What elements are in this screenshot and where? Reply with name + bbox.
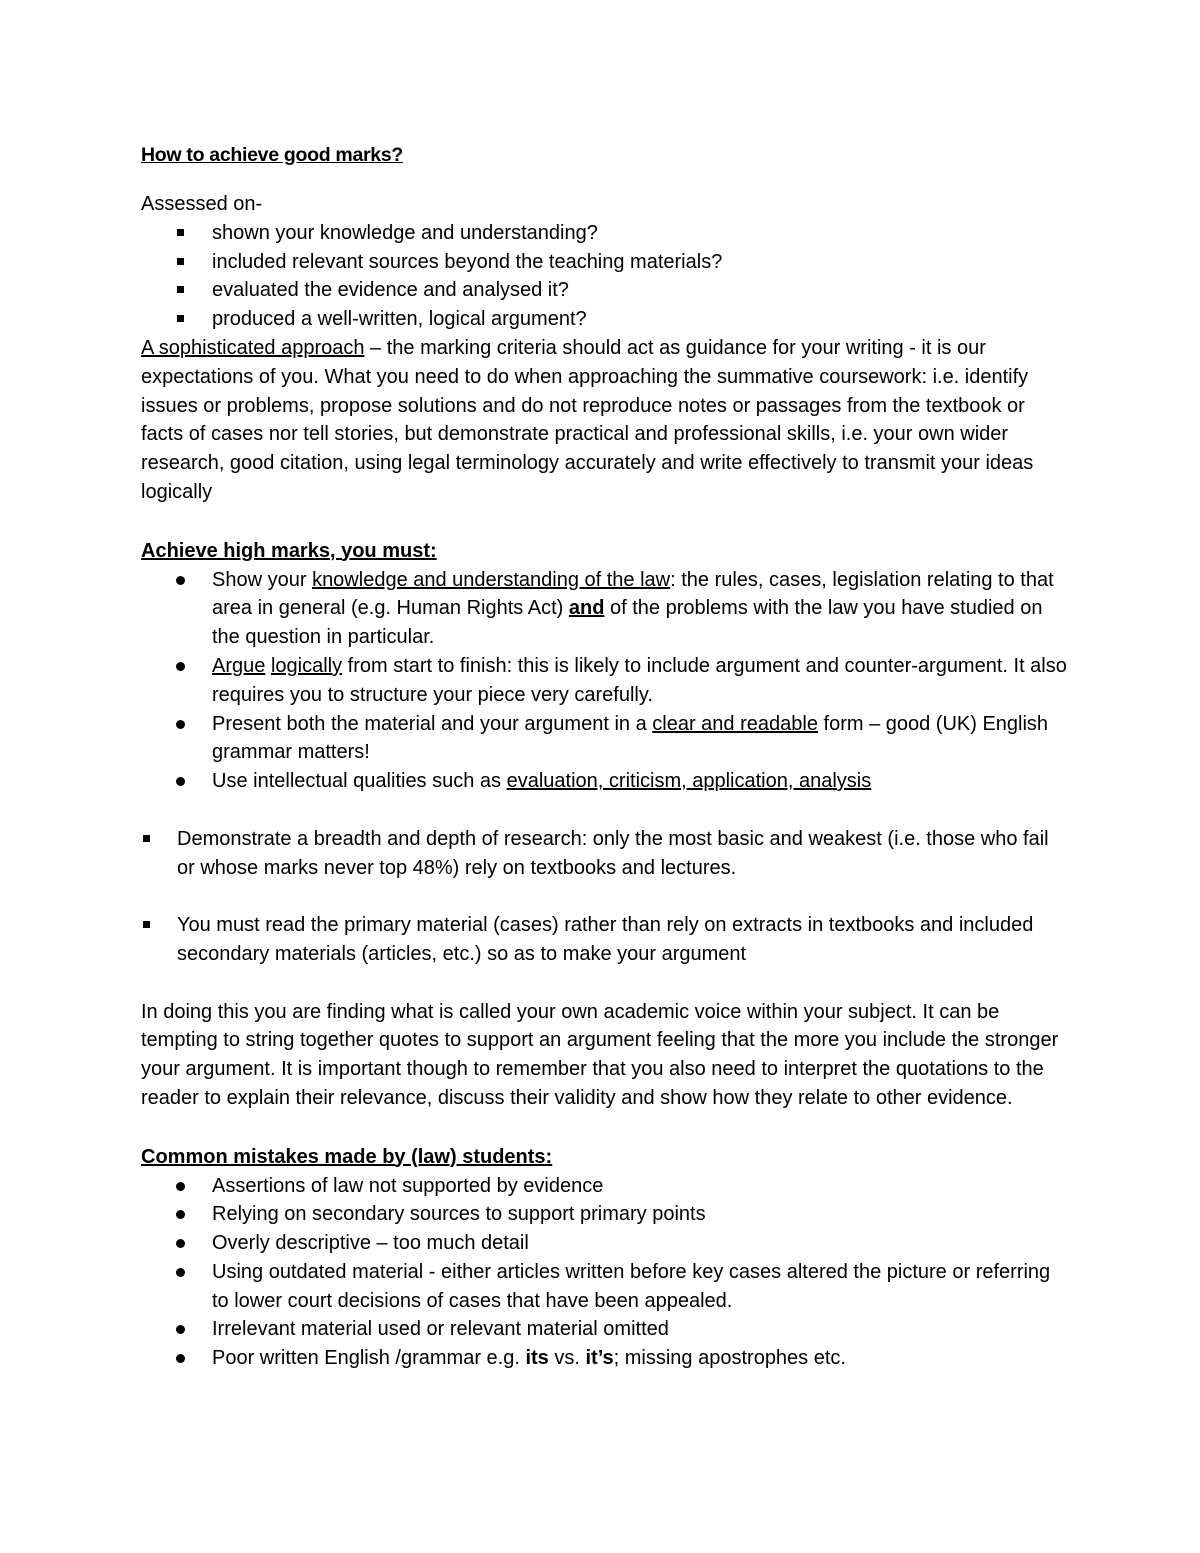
list-item: Irrelevant material used or relevant material omitted <box>141 1315 1071 1344</box>
sophisticated-text: – the marking criteria should act as guidance for your writing - it is our expectations of you. What you need to do when approaching the summative coursework: i.e. identify issues or problems, propose solutions and do not reproduce notes or passages from the textbook or facts of cases nor tell stories, but demonstrate practical and professional skills, i.e. your own wider research, good citation, using legal terminology accurately and write effectively to transmit your ideas logically <box>141 336 1034 503</box>
mistakes-list <box>141 1172 1071 1374</box>
list-item: Overly descriptive – too much detail <box>141 1229 1071 1258</box>
list-item: Poor written English /grammar e.g. its vs. it’s; missing apostrophes etc. <box>141 1344 1071 1373</box>
list-item: Present both the material and your argument in a clear and readable form – good (UK) English grammar matters! <box>141 710 1071 768</box>
list-item: produced a well-written, logical argument? <box>141 305 1071 334</box>
page-title: How to achieve good marks? <box>141 144 404 166</box>
list-item: Demonstrate a breadth and depth of research: only the most basic and weakest (i.e. those who fail or whose marks never top 48%) rely on textbooks and lectures. <box>141 825 1071 883</box>
list-item: included relevant sources beyond the teaching materials? <box>141 248 1071 277</box>
list-item: Use intellectual qualities such as evaluation, criticism, application, analysis <box>141 767 1071 796</box>
sophisticated-paragraph <box>141 334 1071 507</box>
mistakes-heading: Common mistakes made by (law) students: <box>141 1145 553 1168</box>
sophisticated-lead: A sophisticated approach <box>141 336 365 359</box>
assessed-intro: Assessed on- <box>141 193 263 215</box>
list-item: Assertions of law not supported by evidence <box>141 1172 1071 1201</box>
list-item: Relying on secondary sources to support primary points <box>141 1200 1071 1229</box>
research-list <box>141 825 1071 883</box>
list-item: shown your knowledge and understanding? <box>141 219 1071 248</box>
primary-list <box>141 911 1071 969</box>
list-item: Show your knowledge and understanding of the law: the rules, cases, legislation relating to that area in general (e.g. Human Rights Act) and of the problems with the law you have studied on the question in particular. <box>141 566 1071 652</box>
list-item: Using outdated material - either articles written before key cases altered the picture or referring to lower court decisions of cases that have been appealed. <box>141 1258 1071 1316</box>
list-item: Argue logically from start to finish: this is likely to include argument and counter-argument. It also requires you to structure your piece very carefully. <box>141 652 1071 710</box>
document-page <box>141 140 1071 1373</box>
voice-paragraph: In doing this you are finding what is called your own academic voice within your subject. It can be tempting to string together quotes to support an argument feeling that the more you include the stronger your argument. It is important though to remember that you also need to interpret the quotations to the reader to explain their relevance, discuss their validity and show how they relate to other evidence. <box>141 1000 1059 1109</box>
list-item: evaluated the evidence and analysed it? <box>141 276 1071 305</box>
achieve-heading: Achieve high marks, you must: <box>141 539 437 562</box>
achieve-list <box>141 566 1071 796</box>
assessed-list <box>141 219 1071 334</box>
list-item: You must read the primary material (cases) rather than rely on extracts in textbooks and included secondary materials (articles, etc.) so as to make your argument <box>141 911 1071 969</box>
